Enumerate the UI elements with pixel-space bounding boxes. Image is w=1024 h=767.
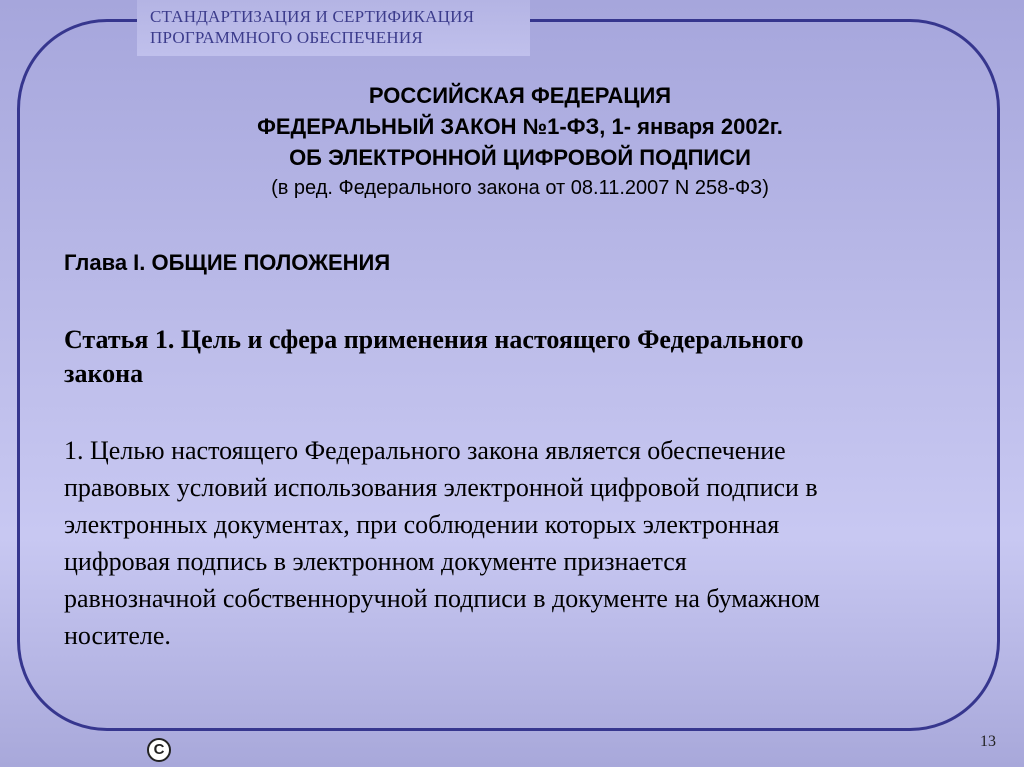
article-paragraph xyxy=(64,432,984,654)
article-heading-line-2: закона xyxy=(64,359,144,388)
paragraph-line: 1. Целью настоящего Федерального закона является обеспечение xyxy=(64,436,786,465)
paragraph-line: цифровая подпись в электронном документе признается xyxy=(64,547,687,576)
law-title-line-3: ОБ ЭЛЕКТРОННОЙ ЦИФРОВОЙ ПОДПИСИ xyxy=(289,145,751,170)
course-header xyxy=(150,6,530,48)
copyright-icon: С xyxy=(147,738,171,762)
paragraph-line: носителе. xyxy=(64,621,171,650)
paragraph-line: равнозначной собственноручной подписи в документе на бумажном xyxy=(64,584,820,613)
paragraph-line: правовых условий использования электронной цифровой подписи в xyxy=(64,473,818,502)
law-edition-note: (в ред. Федерального закона от 08.11.2007 N 258-ФЗ) xyxy=(271,177,769,199)
chapter-heading: Глава I. ОБЩИЕ ПОЛОЖЕНИЯ xyxy=(64,250,391,275)
article-heading-line-1: Статья 1. Цель и сфера применения настоящего Федерального xyxy=(64,325,804,354)
article-heading xyxy=(64,323,984,391)
page-number: 13 xyxy=(980,733,996,750)
course-header-line-1: СТАНДАРТИЗАЦИЯ И СЕРТИФИКАЦИЯ xyxy=(150,7,475,26)
law-title-line-1: РОССИЙСКАЯ ФЕДЕРАЦИЯ xyxy=(368,83,672,108)
paragraph-line: электронных документах, при соблюдении которых электронная xyxy=(64,510,780,539)
law-title xyxy=(120,80,920,204)
law-title-line-2: ФЕДЕРАЛЬНЫЙ ЗАКОН №1-ФЗ, 1- января 2002г. xyxy=(257,114,783,139)
course-header-line-2: ПРОГРАММНОГО ОБЕСПЕЧЕНИЯ xyxy=(150,28,423,47)
